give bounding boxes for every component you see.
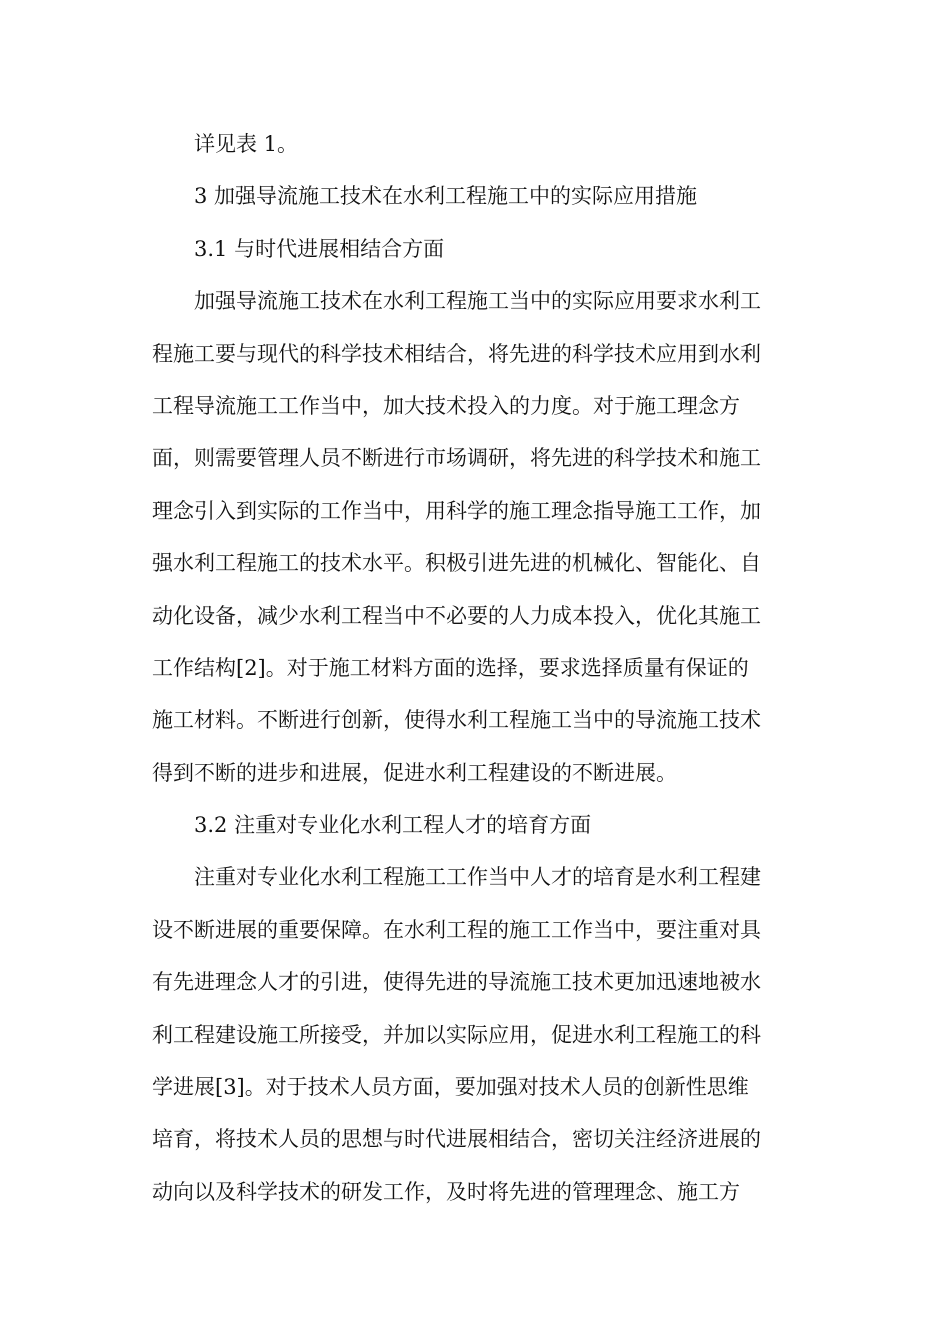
paragraph-line: 学进展[3]。对于技术人员方面，要加强对技术人员的创新性思维 bbox=[152, 1075, 749, 1100]
subsection-heading: 3.2 注重对专业化水利工程人才的培育方面 bbox=[194, 813, 592, 838]
paragraph-line: 得到不断的进步和进展，促进水利工程建设的不断进展。 bbox=[152, 760, 677, 785]
text-line: 详见表 1。 bbox=[194, 132, 299, 156]
paragraph-line: 工作结构[2]。对于施工材料方面的选择，要求选择质量有保证的 bbox=[152, 655, 749, 680]
paragraph-line: 面，则需要管理人员不断进行市场调研，将先进的科学技术和施工 bbox=[152, 446, 761, 471]
paragraph-line: 施工材料。不断进行创新，使得水利工程施工当中的导流施工技术 bbox=[152, 708, 761, 733]
paragraph-line: 工程导流施工工作当中，加大技术投入的力度。对于施工理念方 bbox=[152, 393, 740, 418]
paragraph-line: 设不断进展的重要保障。在水利工程的施工工作当中，要注重对具 bbox=[152, 917, 761, 942]
subsection-heading: 3.1 与时代进展相结合方面 bbox=[194, 236, 445, 261]
paragraph-line: 强水利工程施工的技术水平。积极引进先进的机械化、智能化、自 bbox=[152, 551, 761, 576]
paragraph-line: 培育，将技术人员的思想与时代进展相结合，密切关注经济进展的 bbox=[152, 1127, 761, 1152]
paragraph-line: 利工程建设施工所接受，并加以实际应用，促进水利工程施工的科 bbox=[152, 1022, 761, 1047]
paragraph-line: 动向以及科学技术的研发工作，及时将先进的管理理念、施工方 bbox=[152, 1179, 740, 1204]
paragraph-line: 有先进理念人才的引进，使得先进的导流施工技术更加迅速地被水 bbox=[152, 970, 761, 995]
paragraph-line: 程施工要与现代的科学技术相结合，将先进的科学技术应用到水利 bbox=[152, 341, 761, 366]
paragraph-line: 理念引入到实际的工作当中，用科学的施工理念指导施工工作，加 bbox=[152, 498, 761, 523]
paragraph-line: 加强导流施工技术在水利工程施工当中的实际应用要求水利工 bbox=[194, 289, 761, 314]
section-heading: 3 加强导流施工技术在水利工程施工中的实际应用措施 bbox=[194, 184, 698, 209]
paragraph-line: 注重对专业化水利工程施工工作当中人才的培育是水利工程建 bbox=[194, 865, 761, 890]
document-body bbox=[152, 118, 802, 1218]
paragraph-line: 动化设备，减少水利工程当中不必要的人力成本投入，优化其施工 bbox=[152, 603, 761, 628]
